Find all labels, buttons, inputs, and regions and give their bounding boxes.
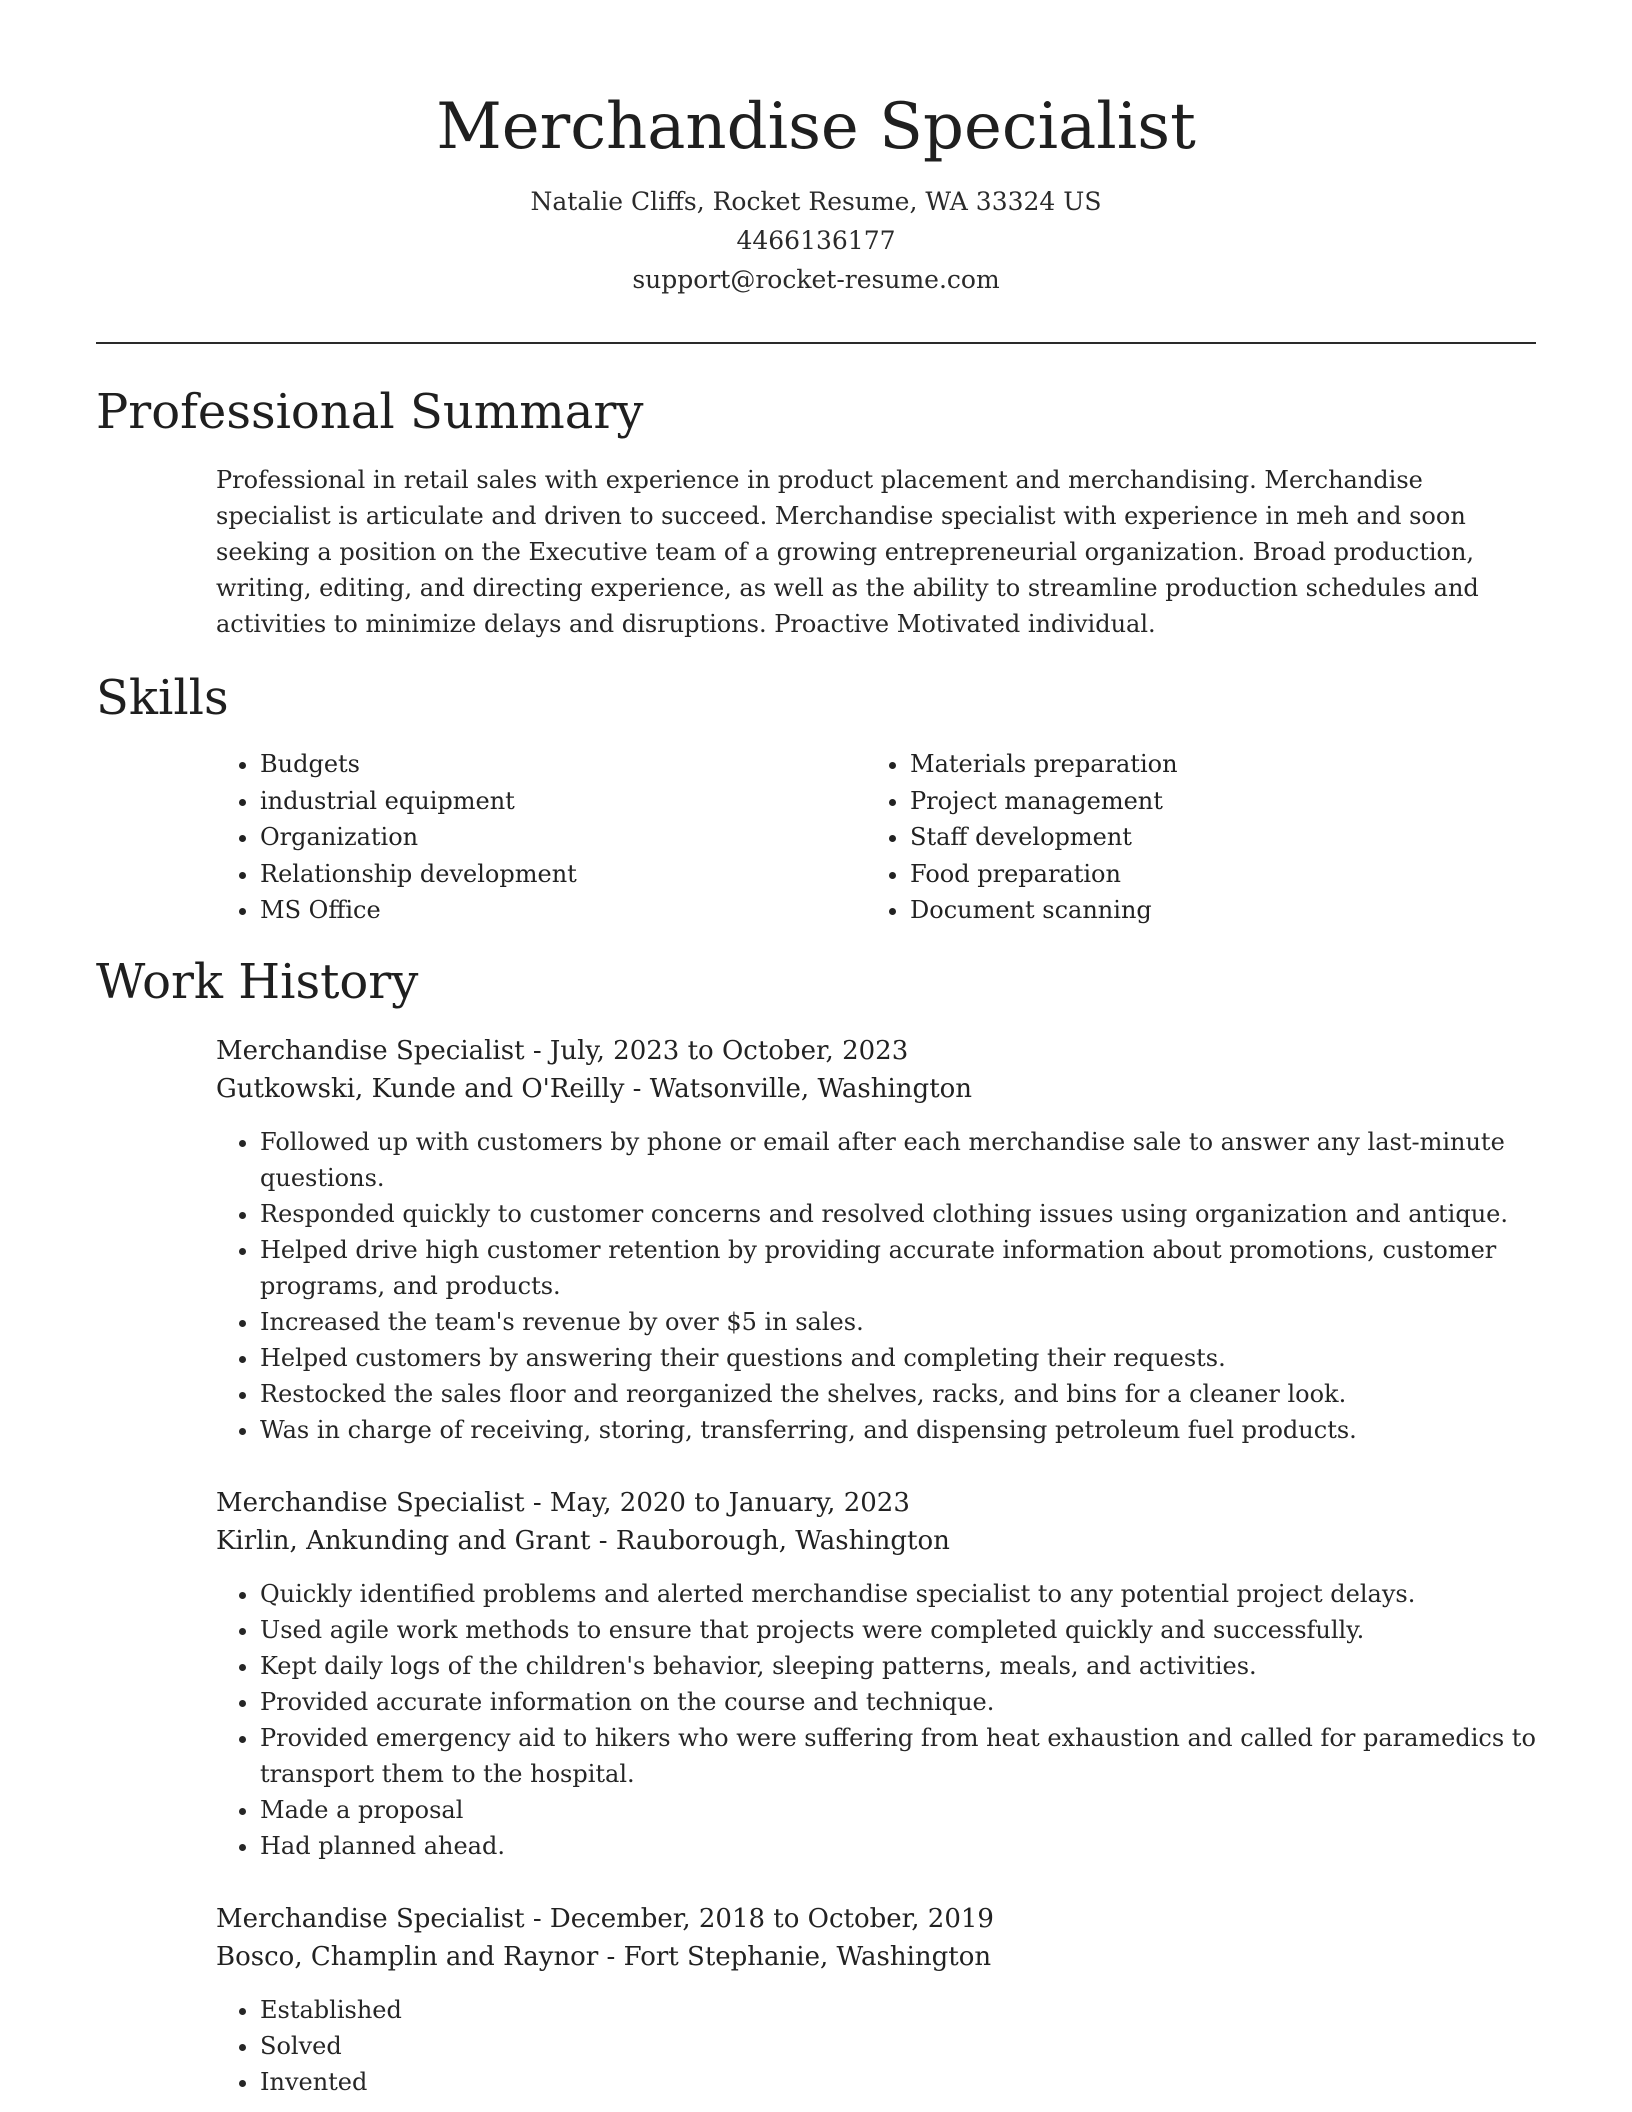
job-duty: • Kept daily logs of the children's behavior, sleeping patterns, meals, and activities. [260,1648,1546,1684]
page-title: Merchandise Specialist [436,90,1196,164]
skill-item: • Staff development [910,819,1516,856]
job-duty: • Increased the team's revenue by over $5 in sales. [260,1304,1546,1340]
job-location: - Watsonville, Washington [624,1074,973,1104]
contact-phone: 4466136177 [736,226,896,255]
summary-heading: Professional Summary [96,384,644,440]
contact-email: support@rocket-resume.com [632,265,1000,294]
job-duty: • Was in charge of receiving, storing, transferring, and dispensing petroleum fuel products. [260,1412,1546,1448]
job-duty: • Invented [260,2064,1546,2100]
skill-item: • Food preparation [910,856,1516,893]
job-title: Merchandise Specialist [216,1488,525,1518]
skill-item: • Relationship development [260,856,866,893]
skill-item: • industrial equipment [260,783,866,820]
job-duty: • Responded quickly to customer concerns and resolved clothing issues using organization and antique. [260,1196,1546,1232]
job-company: Gutkowski, Kunde and O'Reilly [216,1074,625,1104]
job-duties [216,1992,1546,2100]
job-dates: - May, 2020 to January, 2023 [524,1488,910,1518]
skill-item: • MS Office [260,892,866,929]
job-company-line [216,1522,1546,1560]
job-duty: • Quickly identified problems and alerted merchandise specialist to any potential project delays. [260,1576,1546,1612]
skills-heading: Skills [96,670,229,726]
job-entry [216,1032,1546,1448]
skill-item: • Budgets [260,746,866,783]
skill-item: • Project management [910,783,1516,820]
job-duties [216,1576,1546,1864]
job-company: Bosco, Champlin and Raynor [216,1942,599,1972]
header-divider [96,342,1536,344]
job-duty: • Provided accurate information on the course and technique. [260,1684,1546,1720]
job-duty: • Had planned ahead. [260,1828,1546,1864]
job-title-line [216,1484,1546,1522]
resume-header [0,0,1632,299]
job-entry [216,1484,1546,1864]
job-duty: • Provided emergency aid to hikers who were suffering from heat exhaustion and called for paramedics to transport them to the hospital. [260,1720,1546,1792]
job-duty: • Established [260,1992,1546,2028]
job-duty: • Helped drive high customer retention by providing accurate information about promotions, customer programs, and products. [260,1232,1546,1304]
job-entry [216,1900,1546,2100]
job-title: Merchandise Specialist [216,1904,525,1934]
job-company-line [216,1070,1546,1108]
job-location: - Fort Stephanie, Washington [598,1942,992,1972]
skills-list [216,746,1536,929]
work-history-heading: Work History [96,954,419,1010]
skill-item: • Document scanning [910,892,1516,929]
skills-column-left [216,746,866,929]
job-dates: - December, 2018 to October, 2019 [524,1904,994,1934]
job-duty: • Followed up with customers by phone or email after each merchandise sale to answer any last-minute questions. [260,1124,1546,1196]
job-company: Kirlin, Ankunding and Grant [216,1526,591,1556]
skill-item: • Materials preparation [910,746,1516,783]
job-duties [216,1124,1546,1448]
job-duty: • Made a proposal [260,1792,1546,1828]
job-location: - Rauborough, Washington [590,1526,950,1556]
job-title: Merchandise Specialist [216,1036,525,1066]
job-company-line [216,1938,1546,1976]
job-duty: • Helped customers by answering their questions and completing their requests. [260,1340,1546,1376]
job-duty: • Restocked the sales floor and reorganized the shelves, racks, and bins for a cleaner look. [260,1376,1546,1412]
skills-column-right [866,746,1516,929]
job-duty: • Solved [260,2028,1546,2064]
job-duty: • Used agile work methods to ensure that projects were completed quickly and successfully. [260,1612,1546,1648]
job-title-line [216,1900,1546,1938]
job-dates: - July, 2023 to October, 2023 [524,1036,909,1066]
contact-block [0,182,1632,299]
contact-address: Natalie Cliffs, Rocket Resume, WA 33324 US [530,187,1102,216]
skill-item: • Organization [260,819,866,856]
summary-text: Professional in retail sales with experience in product placement and merchandising. Merchandise specialist is articulate and driven to succeed. Merchandise specialist with experience in meh and soon seeking a position on the Executive team of a growing entrepreneurial organization. Broad production, writing, editing, and directing experience, as well as the ability to streamline production schedules and activities to minimize delays and disruptions. Proactive Motivated individual. [216,466,1479,638]
job-title-line [216,1032,1546,1070]
